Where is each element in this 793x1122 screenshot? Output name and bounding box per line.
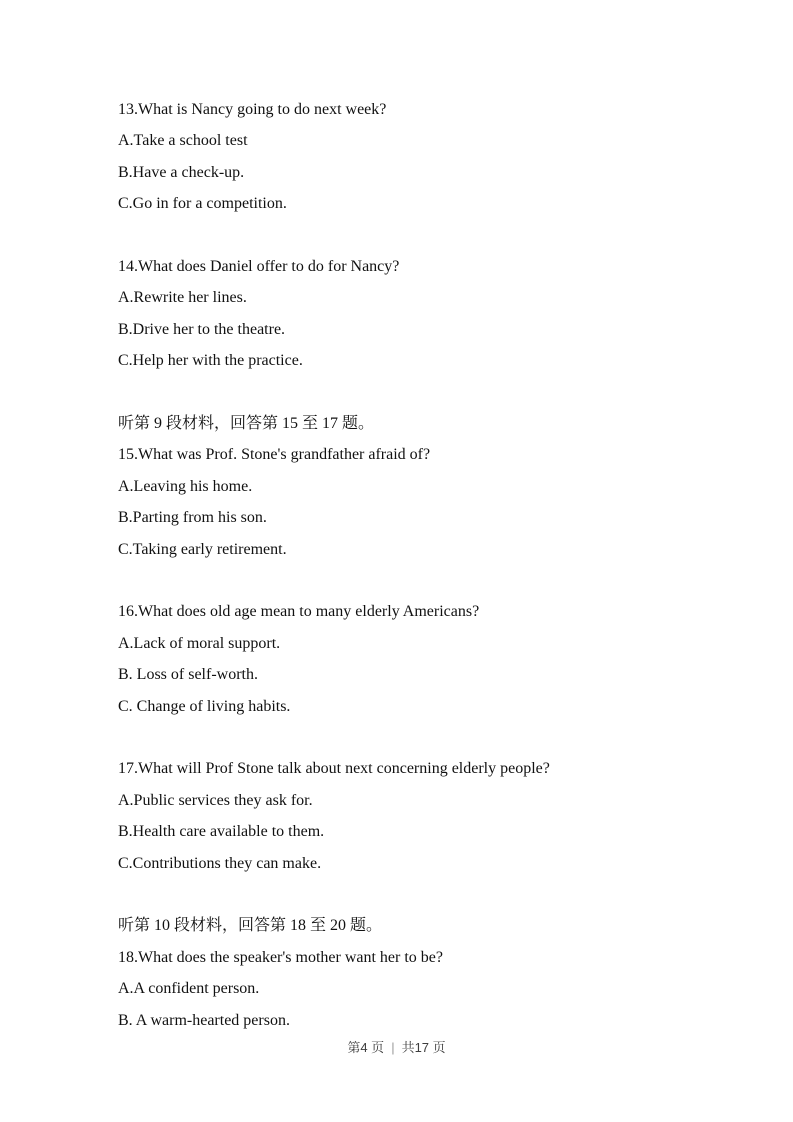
question-text: 16.What does old age mean to many elderly Americans? — [118, 603, 480, 621]
option-b: B. A warm-hearted person. — [118, 1011, 290, 1029]
option-a: A.Leaving his home. — [118, 477, 253, 495]
option-c: C. Change of living habits. — [118, 697, 291, 715]
question-block-18 — [118, 942, 753, 1036]
option-a: A.Rewrite her lines. — [118, 289, 247, 307]
blank-line — [118, 220, 753, 251]
option-a: A.Lack of moral support. — [118, 634, 281, 652]
option-b: B.Health care available to them. — [118, 823, 325, 841]
footer-page-number: 第4 页 — [347, 1040, 385, 1055]
section-instruction-10 — [118, 910, 753, 941]
question-text: 15.What was Prof. Stone's grandfather afraid of? — [118, 446, 431, 464]
option-b: B.Parting from his son. — [118, 509, 267, 527]
section-instruction-9 — [118, 408, 753, 439]
question-block-17 — [118, 753, 753, 879]
option-a: A.Take a school test — [118, 132, 248, 150]
option-c: C.Help her with the practice. — [118, 352, 303, 370]
option-c: C.Taking early retirement. — [118, 540, 287, 558]
question-block-15 — [118, 439, 753, 565]
question-block-13 — [118, 94, 753, 220]
section-instruction-text: 听第 9 段材料，回答第 15 至 17 题。 — [118, 415, 375, 433]
question-block-14 — [118, 251, 753, 377]
option-b: B.Have a check-up. — [118, 163, 245, 181]
page-footer — [0, 1037, 793, 1056]
blank-line — [118, 879, 753, 910]
option-a: A.Public services they ask for. — [118, 791, 313, 809]
option-b: B. Loss of self-worth. — [118, 666, 258, 684]
question-text: 17.What will Prof Stone talk about next concerning elderly people? — [118, 760, 550, 778]
question-block-16 — [118, 596, 753, 722]
question-text: 14.What does Daniel offer to do for Nancy? — [118, 258, 400, 276]
section-instruction-text: 听第 10 段材料，回答第 18 至 20 题。 — [118, 917, 383, 935]
option-c: C.Contributions they can make. — [118, 854, 322, 872]
blank-line — [118, 722, 753, 753]
blank-line — [118, 377, 753, 408]
option-b: B.Drive her to the theatre. — [118, 320, 286, 338]
footer-separator: | — [391, 1040, 395, 1055]
question-text: 18.What does the speaker's mother want her to be? — [118, 948, 443, 966]
footer-total-pages: 共17 页 — [401, 1040, 446, 1055]
question-text: 13.What is Nancy going to do next week? — [118, 101, 387, 118]
exam-content — [118, 94, 753, 1036]
blank-line — [118, 565, 753, 596]
option-a: A.A confident person. — [118, 980, 260, 998]
option-c: C.Go in for a competition. — [118, 195, 287, 213]
